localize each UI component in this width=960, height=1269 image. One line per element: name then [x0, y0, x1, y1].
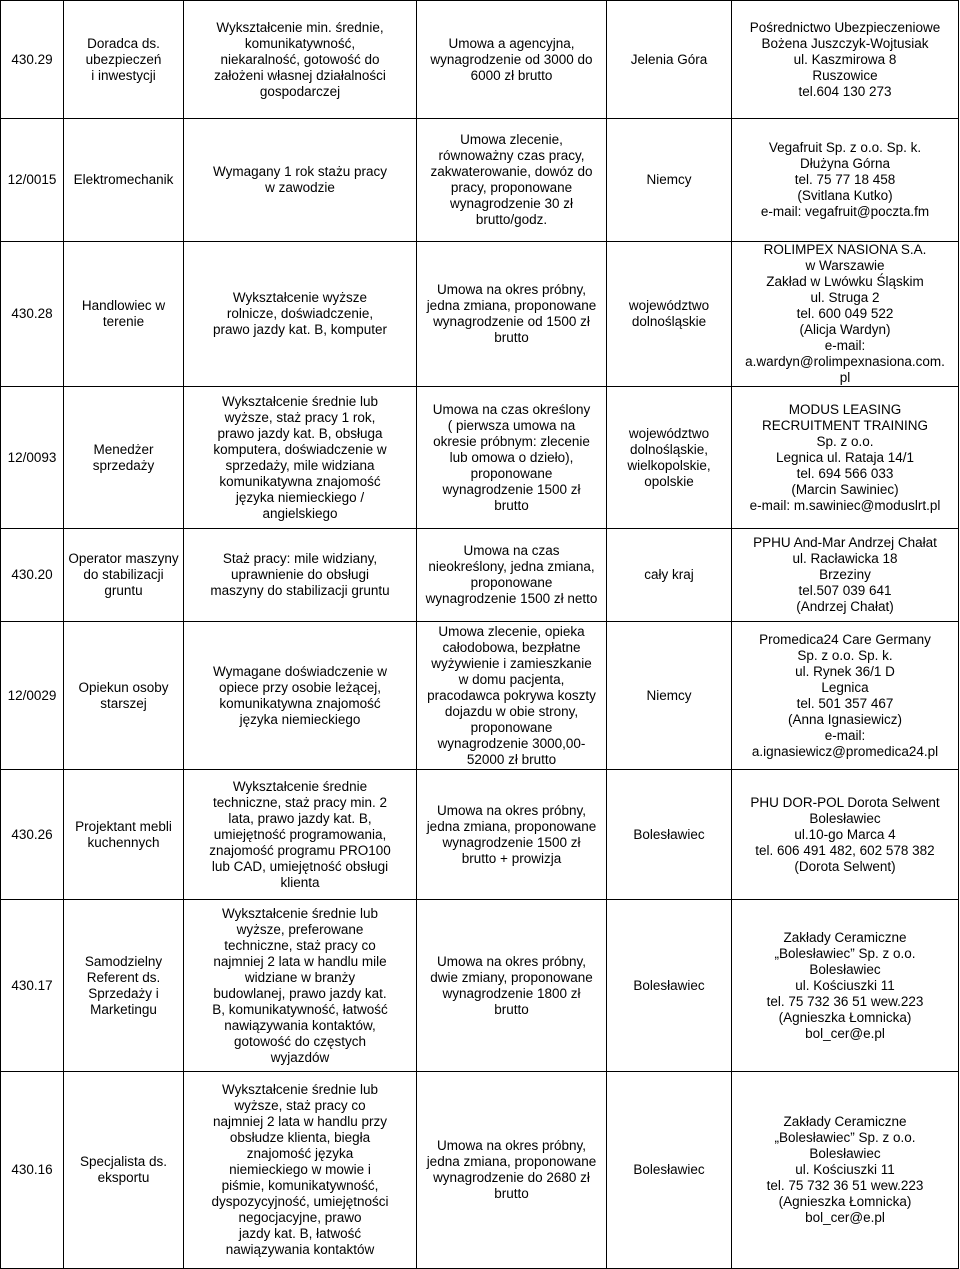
employment-conditions-line: wynagrodzenie 30 zł	[449, 196, 574, 211]
employment-conditions-line: wynagrodzenie 1800 zł	[442, 985, 581, 1001]
work-location-line: Bolesławiec	[633, 977, 705, 993]
employer-contact-line: ul. Kościuszki 11	[795, 977, 895, 993]
requirements-line: B, komunikatywność, łatwość	[212, 1001, 388, 1017]
work-location-line: województwo	[628, 298, 710, 313]
employer-contact-line: Zakład w Lwówku Śląskim	[766, 274, 924, 289]
requirements-line: maszyny do stabilizacji gruntu	[210, 583, 390, 598]
employment-conditions-line: Umowa na okres próbny,	[436, 282, 587, 297]
employer-contact-cell	[732, 1, 959, 119]
requirements-line: Wykształcenie średnie lub	[222, 1082, 378, 1097]
offer-id-cell	[1, 622, 64, 770]
requirements-line: wyższe, staż pracy 1 rok,	[224, 409, 376, 425]
employment-conditions-cell	[417, 900, 607, 1072]
employment-conditions-line: w domu pacjenta,	[458, 671, 565, 687]
requirements-line: lata, prawo jazdy kat. B,	[228, 810, 372, 826]
requirements-line: prawo jazdy kat. B, komputer	[212, 322, 388, 337]
employer-contact-line: bol_cer@e.pl	[805, 1210, 885, 1225]
employer-contact-line: „Bolesławiec” Sp. z o.o.	[774, 945, 916, 961]
employer-contact-cell	[732, 1072, 959, 1269]
requirements-line: umiejętność programowania,	[213, 826, 387, 842]
employment-conditions-cell	[417, 770, 607, 900]
employer-contact-line: e-mail:	[824, 338, 866, 353]
employment-conditions-line: dwie zmiany, proponowane	[430, 969, 593, 985]
employer-contact-line: tel. 75 77 18 458	[794, 172, 896, 187]
job-title-line: Menedżer	[93, 441, 154, 457]
employment-conditions-cell	[417, 529, 607, 622]
employment-conditions-line: wynagrodzenie 1500 zł netto	[425, 591, 598, 606]
employment-conditions-line: jedna zmiana, proponowane	[426, 1154, 597, 1169]
employer-contact-line: Pośrednictwo Ubezpieczeniowe	[749, 19, 941, 35]
job-title-line: starszej	[100, 695, 147, 711]
employer-contact-cell	[732, 119, 959, 242]
employer-contact-line: tel. 694 566 033	[796, 465, 894, 481]
requirements-line: budowlanej, prawo jazdy kat.	[213, 985, 387, 1001]
employer-contact-line: ul. Racławicka 18	[792, 551, 898, 566]
employer-contact-line: bol_cer@e.pl	[805, 1025, 885, 1041]
employer-contact-line: Vegafruit Sp. z o.o. Sp. k.	[768, 140, 922, 155]
employer-contact-cell	[732, 622, 959, 770]
employer-contact-line: Promedica24 Care Germany	[759, 631, 931, 647]
offer-id: 12/0029	[7, 687, 57, 703]
table-row	[1, 900, 959, 1072]
employer-contact-line: PHU DOR-POL Dorota Selwent	[750, 794, 940, 810]
requirements-line: Wykształcenie wyższe	[232, 290, 368, 305]
employer-contact-line: Ruszowice	[812, 67, 878, 83]
work-location-line: Niemcy	[646, 172, 692, 187]
job-title-cell	[64, 387, 184, 529]
employment-conditions-line: okresie próbnym: zlecenie	[433, 433, 590, 449]
requirements-line: jazdy kat. B, łatwość	[238, 1226, 362, 1241]
job-title-line: gruntu	[104, 583, 143, 598]
requirements-line: prawo jazdy kat. B, obsługa	[217, 425, 383, 441]
employer-contact-cell	[732, 770, 959, 900]
job-title-line: Handlowiec w	[81, 298, 166, 313]
work-location-line: dolnośląskie	[631, 314, 707, 329]
job-title-line: Doradca ds.	[87, 35, 160, 51]
employer-contact-line: ul. Rynek 36/1 D	[795, 663, 895, 679]
employer-contact-line: a.ignasiewicz@promedica24.pl	[751, 743, 939, 759]
employment-conditions-line: Umowa na okres próbny,	[436, 802, 587, 818]
requirements-line: lub CAD, umiejętność obsługi	[211, 858, 389, 874]
work-location-cell	[607, 770, 732, 900]
work-location-line: województwo	[628, 425, 710, 441]
employment-conditions-line: całodobowa, bezpłatne	[442, 639, 581, 655]
employer-contact-line: tel.604 130 273	[798, 83, 892, 99]
employer-contact-line: MODUS LEASING	[788, 401, 902, 417]
offer-id-cell	[1, 900, 64, 1072]
requirements-line: najmniej 2 lata w handlu przy	[212, 1114, 388, 1129]
table-row	[1, 1072, 959, 1269]
employment-conditions-cell	[417, 622, 607, 770]
job-title-line: terenie	[102, 314, 145, 329]
employment-conditions-line: brutto	[494, 1001, 529, 1017]
work-location-line: Bolesławiec	[633, 826, 705, 842]
requirements-cell	[184, 900, 417, 1072]
requirements-line: gospodarczej	[259, 83, 341, 99]
employer-contact-line: Legnica ul. Rataja 14/1	[775, 449, 915, 465]
employer-contact-line: tel. 606 491 482, 602 578 382	[755, 842, 935, 858]
requirements-cell	[184, 1072, 417, 1269]
requirements-line: najmniej 2 lata w handlu mile	[213, 953, 387, 969]
job-title-line: Samodzielny	[84, 953, 163, 969]
requirements-line: angielskiego	[262, 505, 338, 521]
work-location-cell	[607, 1072, 732, 1269]
work-location-cell	[607, 387, 732, 529]
employment-conditions-line: jedna zmiana, proponowane	[426, 298, 597, 313]
requirements-line: klienta	[280, 874, 320, 890]
employment-conditions-line: wynagrodzenie od 1500 zł	[433, 314, 590, 329]
work-location-line: cały kraj	[644, 567, 694, 582]
requirements-cell	[184, 529, 417, 622]
employment-conditions-line: Umowa na czas określony	[432, 401, 591, 417]
employer-contact-line: pl	[839, 370, 851, 385]
requirements-line: w zawodzie	[265, 180, 335, 195]
work-location-cell	[607, 900, 732, 1072]
employer-contact-line: Bolesławiec	[809, 1146, 881, 1161]
employment-conditions-line: lub omowa o dzieło),	[449, 449, 574, 465]
job-title-line: Projektant mebli	[75, 818, 172, 834]
employment-conditions-line: brutto + prowizja	[461, 850, 562, 866]
requirements-line: negocjacyjne, prawo	[238, 1210, 362, 1225]
employment-conditions-line: wyżywienie i zamieszkanie	[431, 655, 592, 671]
offer-id-cell	[1, 387, 64, 529]
requirements-line: języka niemieckiego /	[235, 489, 365, 505]
employer-contact-cell	[732, 529, 959, 622]
employment-conditions-line: 52000 zł brutto	[466, 751, 557, 767]
employment-conditions-line: Umowa na czas	[463, 543, 560, 558]
employer-contact-line: ul. Kaszmirowa 8	[793, 51, 897, 67]
job-title-cell	[64, 242, 184, 387]
employment-conditions-line: proponowane	[470, 465, 553, 481]
offer-id: 430.28	[11, 306, 53, 321]
employer-contact-line: a.wardyn@rolimpexnasiona.com.	[745, 354, 945, 369]
employer-contact-line: „Bolesławiec” Sp. z o.o.	[774, 1130, 916, 1145]
employment-conditions-line: proponowane	[470, 719, 553, 735]
requirements-line: komunikatywna znajomość	[219, 695, 381, 711]
employer-contact-line: (Agnieszka Łomnicka)	[778, 1194, 912, 1209]
employer-contact-line: ul. Struga 2	[810, 290, 880, 305]
employer-contact-cell	[732, 900, 959, 1072]
job-title-line: Marketingu	[90, 1001, 157, 1017]
offer-id: 430.17	[11, 977, 53, 993]
employer-contact-line: tel. 600 049 522	[796, 306, 894, 321]
employer-contact-line: (Marcin Sawiniec)	[791, 481, 899, 497]
employer-contact-line: ul. Kościuszki 11	[795, 1162, 895, 1177]
job-title-line: Sprzedaży i	[88, 985, 159, 1001]
offer-id-cell	[1, 242, 64, 387]
job-title-line: Referent ds.	[86, 969, 161, 985]
work-location-line: dolnośląskie,	[629, 441, 709, 457]
employer-contact-cell	[732, 387, 959, 529]
table-row	[1, 119, 959, 242]
employer-contact-line: (Alicja Wardyn)	[799, 322, 891, 337]
offer-id: 430.29	[11, 51, 53, 67]
requirements-line: widziane w branży	[244, 969, 356, 985]
requirements-line: techniczne, staż pracy co	[224, 937, 376, 953]
table-row	[1, 387, 959, 529]
job-title-line: Elektromechanik	[73, 172, 174, 187]
employment-conditions-cell	[417, 119, 607, 242]
employment-conditions-line: równoważny czas pracy,	[438, 148, 585, 163]
work-location-cell	[607, 242, 732, 387]
employer-contact-line: (Dorota Selwent)	[794, 858, 896, 874]
job-offers-body	[1, 1, 959, 1269]
job-title-line: i inwestycji	[91, 67, 156, 83]
requirements-cell	[184, 242, 417, 387]
employment-conditions-line: zakwaterowanie, dowóz do	[430, 164, 593, 179]
employment-conditions-line: Umowa na okres próbny,	[436, 953, 587, 969]
employer-contact-line: Bożena Juszczyk-Wojtusiak	[761, 35, 929, 51]
requirements-line: wyższe, staż pracy co	[234, 1098, 366, 1113]
requirements-line: obsłudze klienta, biegła	[229, 1130, 371, 1145]
requirements-cell	[184, 1, 417, 119]
requirements-line: sprzedaży, mile widziana	[225, 457, 375, 473]
job-title-cell	[64, 622, 184, 770]
requirements-cell	[184, 622, 417, 770]
job-title-line: kuchennych	[87, 834, 160, 850]
job-title-cell	[64, 900, 184, 1072]
employer-contact-line: (Anna Ignasiewicz)	[787, 711, 903, 727]
requirements-line: gotowość do częstych	[233, 1033, 367, 1049]
job-title-cell	[64, 119, 184, 242]
requirements-line: niemieckiego w mowie i	[229, 1162, 371, 1177]
employer-contact-line: Dłużyna Górna	[799, 156, 891, 171]
requirements-line: wyjazdów	[270, 1049, 330, 1065]
employment-conditions-line: jedna zmiana, proponowane	[426, 818, 597, 834]
job-title-line: Operator maszyny	[68, 551, 179, 566]
requirements-line: Wymagany 1 rok stażu pracy	[213, 164, 387, 179]
employer-contact-line: tel.507 039 641	[798, 583, 892, 598]
job-title-line: Opiekun osoby	[78, 679, 169, 695]
employment-conditions-cell	[417, 242, 607, 387]
requirements-line: Wykształcenie średnie	[232, 778, 368, 794]
requirements-line: komunikatywność,	[244, 35, 356, 51]
work-location-line: wielkopolskie,	[627, 457, 711, 473]
employer-contact-line: Brzeziny	[819, 567, 871, 582]
job-title-line: eksportu	[97, 1170, 150, 1185]
offer-id-cell	[1, 770, 64, 900]
employer-contact-line: Legnica	[821, 679, 869, 695]
employment-conditions-line: pracy, proponowane	[450, 180, 573, 195]
employment-conditions-line: 6000 zł brutto	[470, 67, 553, 83]
requirements-line: nawiązywania kontaktów,	[224, 1017, 376, 1033]
employer-contact-line: (Andrzej Chałat)	[796, 599, 894, 614]
job-title-cell	[64, 1, 184, 119]
employment-conditions-cell	[417, 1, 607, 119]
work-location-cell	[607, 1, 732, 119]
offer-id-cell	[1, 119, 64, 242]
employment-conditions-line: Umowa zlecenie, opieka	[438, 623, 585, 639]
requirements-line: języka niemieckiego	[239, 711, 361, 727]
employment-conditions-line: Umowa zlecenie,	[460, 132, 563, 147]
job-title-cell	[64, 770, 184, 900]
employment-conditions-line: pracodawca pokrywa koszty	[427, 687, 596, 703]
employment-conditions-cell	[417, 1072, 607, 1269]
employer-contact-line: Sp. z o.o. Sp. k.	[797, 647, 893, 663]
employer-contact-line: (Agnieszka Łomnicka)	[778, 1009, 912, 1025]
employment-conditions-line: brutto	[494, 330, 529, 345]
employer-contact-line: Zakłady Ceramiczne	[783, 929, 907, 945]
requirements-line: komputera, doświadczenie w	[213, 441, 387, 457]
requirements-line: dyspozycyjność, umiejętności	[211, 1194, 389, 1209]
employer-contact-line: tel. 75 732 36 51 wew.223	[766, 1178, 924, 1193]
requirements-line: wyższe, preferowane	[236, 921, 364, 937]
work-location-line: Niemcy	[646, 687, 692, 703]
employment-conditions-line: wynagrodzenie 3000,00-	[437, 735, 586, 751]
employer-contact-line: tel. 75 732 36 51 wew.223	[766, 993, 924, 1009]
table-row	[1, 770, 959, 900]
work-location-cell	[607, 622, 732, 770]
offer-id-cell	[1, 1072, 64, 1269]
work-location-line: opolskie	[644, 473, 694, 489]
employer-contact-line: e-mail: vegafruit@poczta.fm	[760, 204, 930, 219]
job-title-line: do stabilizacji	[83, 567, 164, 582]
requirements-cell	[184, 119, 417, 242]
offer-id: 430.26	[11, 826, 53, 842]
requirements-line: nawiązywania kontaktów	[225, 1242, 375, 1257]
employment-conditions-cell	[417, 387, 607, 529]
employment-conditions-line: wynagrodzenie 1500 zł	[442, 834, 581, 850]
requirements-line: znajomość języka	[246, 1146, 354, 1161]
requirements-line: techniczne, staż pracy min. 2	[212, 794, 388, 810]
requirements-line: rolnicze, doświadczenie,	[226, 306, 374, 321]
table-row	[1, 622, 959, 770]
requirements-cell	[184, 387, 417, 529]
requirements-line: opiece przy osobie leżącej,	[218, 679, 382, 695]
employment-conditions-line: proponowane	[470, 575, 553, 590]
employment-conditions-line: wynagrodzenie 1500 zł	[442, 481, 581, 497]
employer-contact-line: Bolesławiec	[809, 961, 881, 977]
work-location-cell	[607, 529, 732, 622]
employer-contact-line: e-mail:	[824, 727, 866, 743]
work-location-line: Bolesławiec	[633, 1162, 705, 1177]
requirements-line: założeni własnej działalności	[214, 67, 386, 83]
requirements-line: Wykształcenie min. średnie,	[216, 19, 384, 35]
requirements-line: komunikatywna znajomość	[219, 473, 381, 489]
employer-contact-line: ul.10-go Marca 4	[794, 826, 896, 842]
work-location-line: Jelenia Góra	[630, 51, 708, 67]
job-title-line: ubezpieczeń	[85, 51, 162, 67]
employer-contact-line: tel. 501 357 467	[796, 695, 894, 711]
job-title-cell	[64, 1072, 184, 1269]
offer-id: 430.16	[11, 1162, 53, 1177]
job-title-line: sprzedaży	[92, 457, 155, 473]
requirements-line: Wykształcenie średnie lub	[222, 905, 378, 921]
employment-conditions-line: wynagrodzenie do 2680 zł	[433, 1170, 590, 1185]
requirements-line: znajomość programu PRO100	[209, 842, 391, 858]
offer-id: 430.20	[11, 567, 53, 582]
requirements-line: niekaralność, gotowość do	[220, 51, 380, 67]
requirements-line: Wykształcenie średnie lub	[222, 393, 378, 409]
employer-contact-line: RECRUITMENT TRAINING	[761, 417, 928, 433]
requirements-line: piśmie, komunikatywność,	[221, 1178, 379, 1193]
employment-conditions-line: ( pierwsza umowa na	[447, 417, 576, 433]
requirements-line: uprawnienie do obsługi	[230, 567, 370, 582]
employment-conditions-line: Umowa na okres próbny,	[436, 1138, 587, 1153]
table-row	[1, 242, 959, 387]
requirements-line: Staż pracy: mile widziany,	[222, 551, 378, 566]
employment-conditions-line: brutto	[494, 1186, 529, 1201]
employment-conditions-line: nieokreślony, jedna zmiana,	[428, 559, 595, 574]
offer-id-cell	[1, 1, 64, 119]
requirements-line: Wymagane doświadczenie w	[213, 663, 387, 679]
employment-conditions-line: brutto	[494, 497, 529, 513]
employer-contact-line: (Svitlana Kutko)	[797, 188, 893, 203]
employer-contact-line: Zakłady Ceramiczne	[783, 1114, 907, 1129]
employer-contact-line: Bolesławiec	[809, 810, 881, 826]
employer-contact-line: ROLIMPEX NASIONA S.A.	[763, 242, 927, 257]
employment-conditions-line: wynagrodzenie od 3000 do	[430, 51, 593, 67]
employer-contact-line: Sp. z o.o.	[816, 433, 874, 449]
offer-id: 12/0015	[7, 172, 57, 187]
offer-id-cell	[1, 529, 64, 622]
employer-contact-line: e-mail: m.sawiniec@moduslrt.pl	[749, 497, 941, 513]
table-row	[1, 1, 959, 119]
employer-contact-cell	[732, 242, 959, 387]
work-location-cell	[607, 119, 732, 242]
job-title-line: Specjalista ds.	[79, 1154, 168, 1169]
employment-conditions-line: brutto/godz.	[475, 212, 548, 227]
employer-contact-line: PPHU And-Mar Andrzej Chałat	[753, 535, 937, 550]
offer-id: 12/0093	[7, 449, 57, 465]
employer-contact-line: w Warszawie	[805, 258, 885, 273]
requirements-cell	[184, 770, 417, 900]
job-title-cell	[64, 529, 184, 622]
employment-conditions-line: Umowa a agencyjna,	[448, 35, 575, 51]
employment-conditions-line: dojazdu w obie strony,	[444, 703, 579, 719]
table-row	[1, 529, 959, 622]
